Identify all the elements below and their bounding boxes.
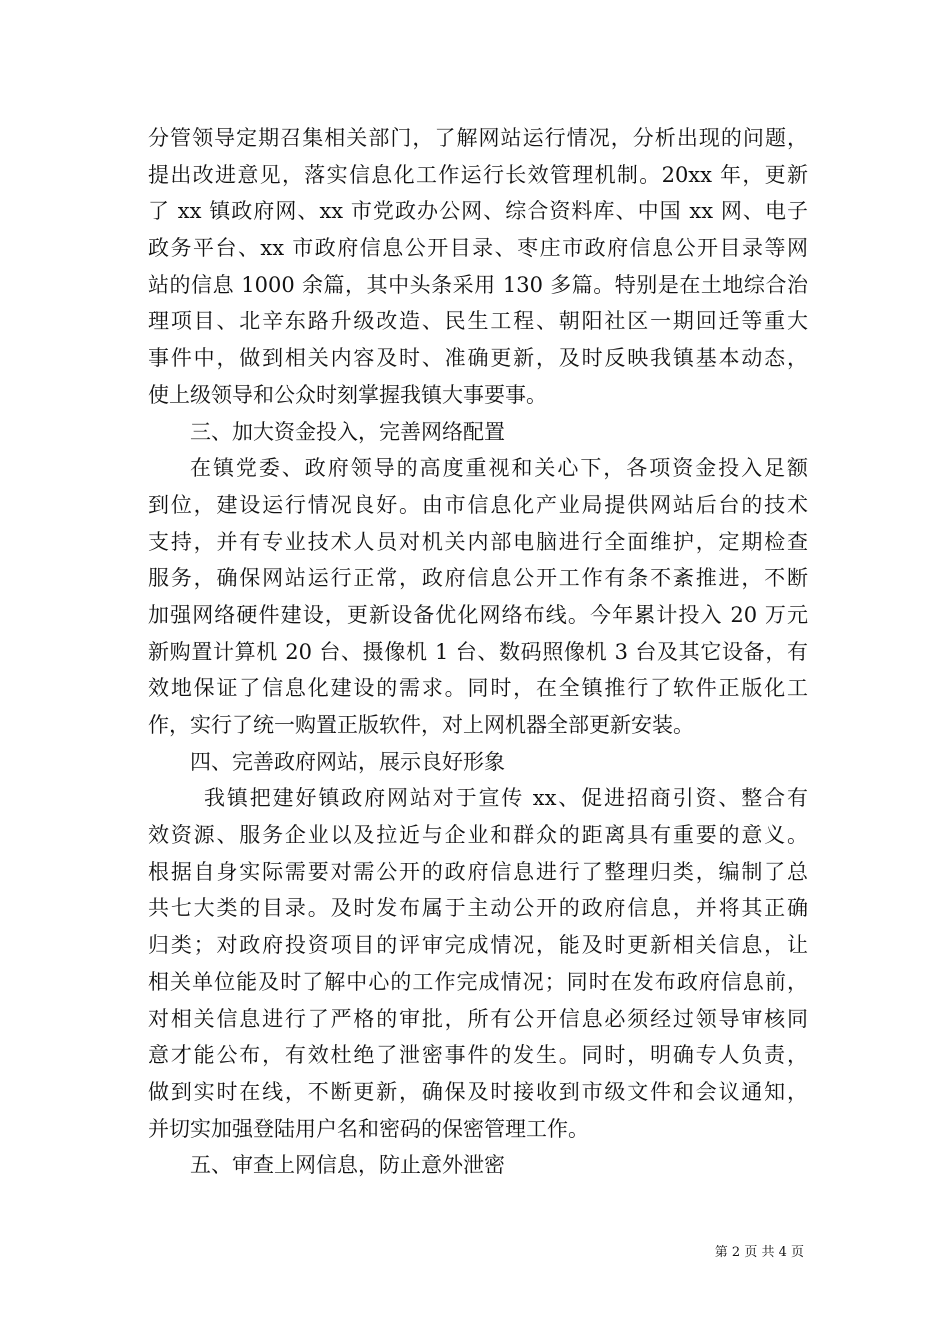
paragraph-line: 新购置计算机 20 台、摄像机 1 台、数码照像机 3 台及其它设备，有	[148, 639, 808, 664]
paragraph-line: 服务，确保网站运行正常，政府信息公开工作有条不紊推进，不断	[148, 566, 808, 591]
paragraph-line: 我镇把建好镇政府网站对于宣传 xx、促进招商引资、整合有	[204, 786, 808, 811]
paragraph-line: 效地保证了信息化建设的需求。同时，在全镇推行了软件正版化工	[148, 676, 808, 701]
paragraph-line: 提出改进意见，落实信息化工作运行长效管理机制。20xx 年，更新	[148, 162, 808, 187]
paragraph-line: 效资源、服务企业以及拉近与企业和群众的距离具有重要的意义。	[148, 823, 808, 848]
paragraph-line: 相关单位能及时了解中心的工作完成情况；同时在发布政府信息前，	[148, 969, 808, 994]
paragraph-line: 使上级领导和公众时刻掌握我镇大事要事。	[148, 382, 547, 407]
paragraph-line: 意才能公布，有效杜绝了泄密事件的发生。同时，明确专人负责，	[148, 1043, 808, 1068]
page-number-footer: 第 2 页 共 4 页	[714, 1245, 804, 1260]
paragraph-line: 理项目、北辛东路升级改造、民生工程、朝阳社区一期回迁等重大	[148, 309, 808, 334]
paragraph-line: 政务平台、xx 市政府信息公开目录、枣庄市政府信息公开目录等网	[148, 236, 808, 261]
paragraph-line: 事件中，做到相关内容及时、准确更新，及时反映我镇基本动态，	[148, 346, 808, 371]
section-heading: 四、完善政府网站，展示良好形象	[190, 749, 505, 774]
paragraph-line: 根据自身实际需要对需公开的政府信息进行了整理归类，编制了总	[148, 859, 808, 884]
paragraph-line: 作，实行了统一购置正版软件，对上网机器全部更新安装。	[148, 713, 694, 737]
document-body	[148, 120, 808, 1184]
section-heading: 三、加大资金投入，完善网络配置	[190, 419, 505, 444]
section-heading: 五、审查上网信息，防止意外泄密	[190, 1153, 505, 1178]
paragraph-line: 加强网络硬件建设，更新设备优化网络布线。今年累计投入 20 万元	[148, 602, 808, 627]
paragraph-line: 共七大类的目录。及时发布属于主动公开的政府信息，并将其正确	[148, 896, 808, 921]
paragraph-line: 分管领导定期召集相关部门，了解网站运行情况，分析出现的问题，	[148, 126, 808, 150]
paragraph-line: 站的信息 1000 余篇，其中头条采用 130 多篇。特别是在土地综合治	[148, 272, 808, 297]
paragraph-line: 支持，并有专业技术人员对机关内部电脑进行全面维护，定期检查	[148, 529, 808, 554]
paragraph-line: 到位，建设运行情况良好。由市信息化产业局提供网站后台的技术	[148, 492, 808, 517]
paragraph-line: 做到实时在线，不断更新，确保及时接收到市级文件和会议通知，	[148, 1079, 808, 1104]
paragraph-line: 在镇党委、政府领导的高度重视和关心下，各项资金投入足额	[190, 456, 808, 481]
paragraph-line: 并切实加强登陆用户名和密码的保密管理工作。	[148, 1116, 589, 1141]
paragraph-line: 对相关信息进行了严格的审批，所有公开信息必须经过领导审核同	[148, 1006, 808, 1031]
paragraph-line: 归类；对政府投资项目的评审完成情况，能及时更新相关信息，让	[148, 933, 808, 958]
paragraph-line: 了 xx 镇政府网、xx 市党政办公网、综合资料库、中国 xx 网、电子	[148, 199, 808, 224]
